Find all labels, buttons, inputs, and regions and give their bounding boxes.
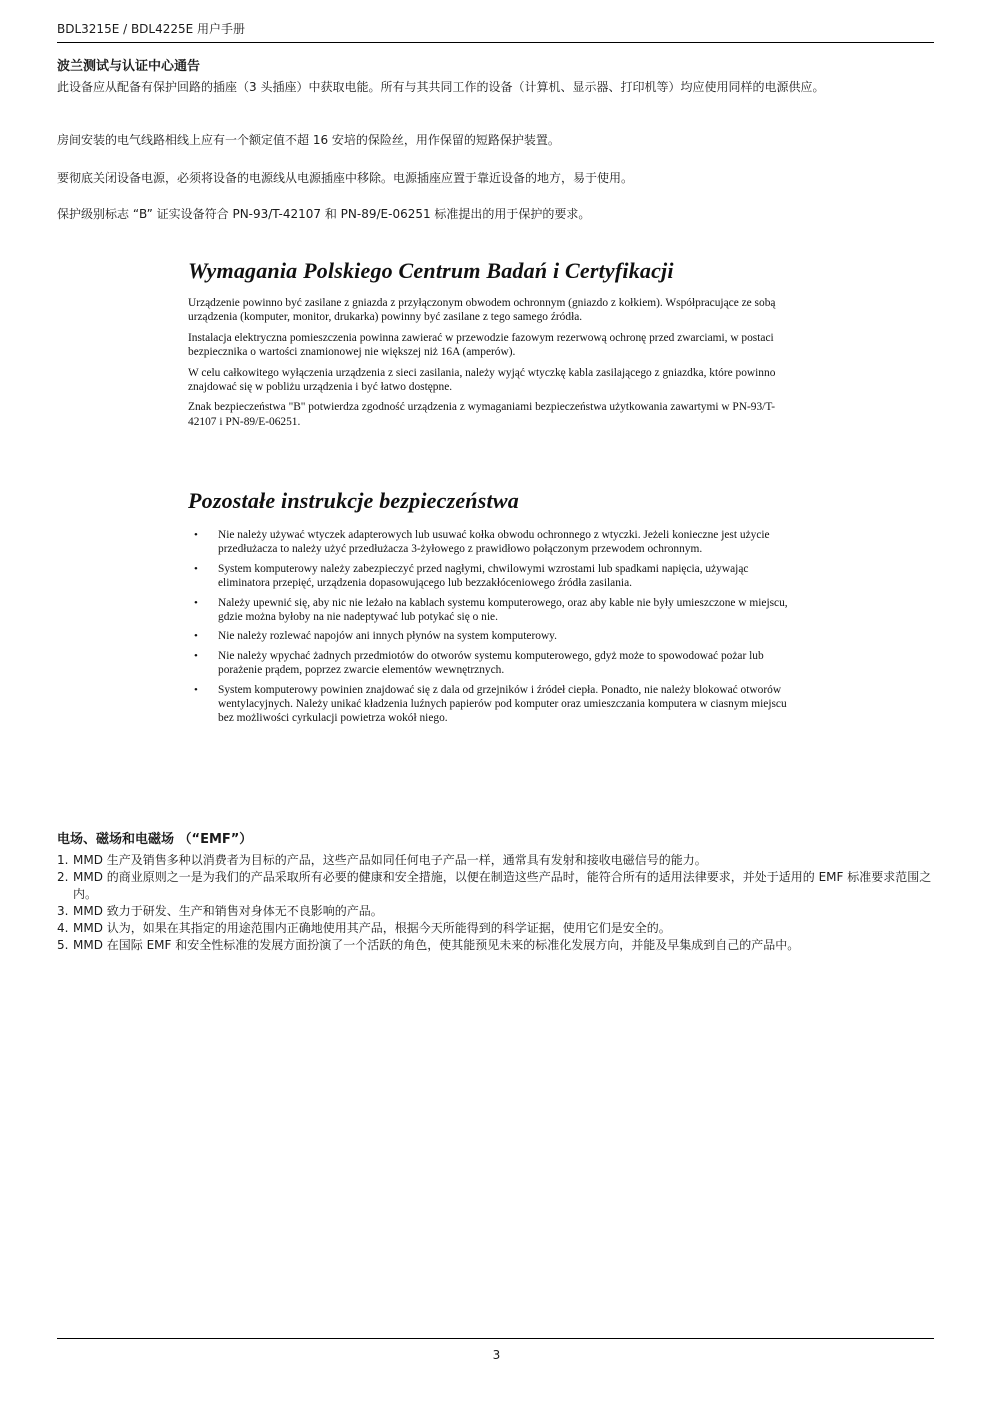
- header-divider: [57, 42, 934, 43]
- list-item: • System komputerowy powinien znajdować się z dala od grzejników i źródeł ciepła. Ponadto, nie należy blokować otworów wentylacyjnych. Należy unikać kładzenia luźnych papierów pod komputer oraz umieszczania komputera w ciasnym miejscu bez możliwości cyrkulacji powietrza wokół niego.: [194, 683, 787, 725]
- poland-paragraph: 要彻底关闭设备电源，必须将设备的电源线从电源插座中移除。电源插座应置于靠近设备的地方，易于使用。: [57, 171, 634, 185]
- emf-list-item: 3. MMD 致力于研发、生产和销售对身体无不良影响的产品。: [57, 904, 383, 918]
- polish-paragraph: Instalacja elektryczna pomieszczenia powinna zawierać w przewodzie fazowym rezerwową ochronę przed zwarciami, w postaci bezpiecznika o wartości znamionowej nie większej niż 16A (amperów).: [188, 331, 774, 359]
- polish-safety-list: [188, 528, 792, 726]
- footer-divider: [57, 1338, 934, 1339]
- emf-title: 电场、磁场和电磁场 （“EMF”）: [57, 832, 253, 847]
- bullet-icon: •: [194, 562, 198, 575]
- bullet-icon: •: [194, 596, 198, 609]
- emf-list-item: 1. MMD 生产及销售多种以消费者为目标的产品，这些产品如同任何电子产品一样，通常具有发射和接收电磁信号的能力。: [57, 853, 707, 867]
- polish-safety-title: Pozostałe instrukcje bezpieczeństwa: [188, 488, 519, 513]
- list-item: • System komputerowy należy zabezpieczyć przed nagłymi, chwilowymi wzrostami lub spadkami napięcia, używając eliminatora przepięć, urządzenia dopasowującego lub bezzakłóceniowego źródła zasilania.: [194, 562, 749, 590]
- poland-paragraph: 保护级别标志 “B” 证实设备符合 PN-93/T-42107 和 PN-89/E-06251 标准提出的用于保护的要求。: [57, 207, 591, 221]
- list-item: • Nie należy rozlewać napojów ani innych płynów na system komputerowy.: [194, 630, 557, 643]
- poland-notice-title: 波兰测试与认证中心通告: [57, 59, 201, 74]
- polish-paragraph: Urządzenie powinno być zasilane z gniazda z przyłączonym obwodem ochronnym (gniazdo z kołkiem). Współpracujące ze sobą urządzenia (komputer, monitor, drukarka) powinny być zasilane z tego samego źródła.: [188, 297, 776, 324]
- emf-list-item: 4. MMD 认为，如果在其指定的用途范围内正确地使用其产品，根据今天所能得到的科学证据，使用它们是安全的。: [57, 921, 671, 935]
- polish-paragraph: W celu całkowitego wyłączenia urządzenia z sieci zasilania, należy wyjąć wtyczkę kabla zasilającego z gniazdka, które powinno znajdować się w pobliżu urządzenia i być łatwo dostępne.: [188, 366, 776, 394]
- emf-list-item: 2. MMD 的商业原则之一是为我们的产品采取所有必要的健康和安全措施，以便在制造这些产品时，能符合所有的适用法律要求，并处于适用的 EMF 标准要求范围之内。: [57, 870, 932, 901]
- list-item: • Nie należy używać wtyczek adapterowych lub usuwać kołka obwodu ochronnego z wtyczki. Jeżeli konieczne jest użycie przedłużacza to należy użyć przedłużacza 3-żyłowego z prawidłowo połączonym przewodem ochronnym.: [194, 529, 770, 556]
- polish-safety-block: [188, 488, 792, 731]
- emf-list: [57, 852, 937, 954]
- poland-paragraph: 此设备应从配备有保护回路的插座（3 头插座）中获取电能。所有与其共同工作的设备（计算机、显示器、打印机等）均应使用同样的电源供应。: [57, 80, 825, 94]
- page-number: 3: [492, 1348, 501, 1362]
- bullet-icon: •: [194, 529, 198, 541]
- poland-paragraph: 房间安装的电气线路相线上应有一个额定值不超 16 安培的保险丝，用作保留的短路保护装置。: [57, 133, 560, 147]
- bullet-icon: •: [194, 649, 198, 662]
- polish-requirements-block: [188, 258, 792, 435]
- emf-list-item: 5. MMD 在国际 EMF 和安全性标准的发展方面扮演了一个活跃的角色，使其能预见未来的标准化发展方向，并能及早集成到自己的产品中。: [57, 938, 800, 952]
- bullet-icon: •: [194, 683, 198, 696]
- bullet-icon: •: [194, 630, 198, 643]
- document-header: BDL3215E / BDL4225E 用户手册: [57, 22, 246, 36]
- list-item: • Nie należy wpychać żadnych przedmiotów do otworów systemu komputerowego, gdyż może to spowodować pożar lub porażenie prądem, poprzez zwarcie elementów wewnętrznych.: [194, 649, 764, 677]
- polish-paragraph: Znak bezpieczeństwa "B" potwierdza zgodność urządzenia z wymaganiami bezpieczeństwa użytkowania zawartymi w PN-93/T-42107 i PN-89/E-06251.: [188, 401, 776, 428]
- list-item: • Należy upewnić się, aby nic nie leżało na kablach systemu komputerowego, oraz aby kable nie były umieszczone w miejscu, gdzie można byłoby na nie nadeptywać lub potykać się o nie.: [194, 596, 788, 624]
- polish-requirements-title: Wymagania Polskiego Centrum Badań i Certyfikacji: [188, 258, 674, 283]
